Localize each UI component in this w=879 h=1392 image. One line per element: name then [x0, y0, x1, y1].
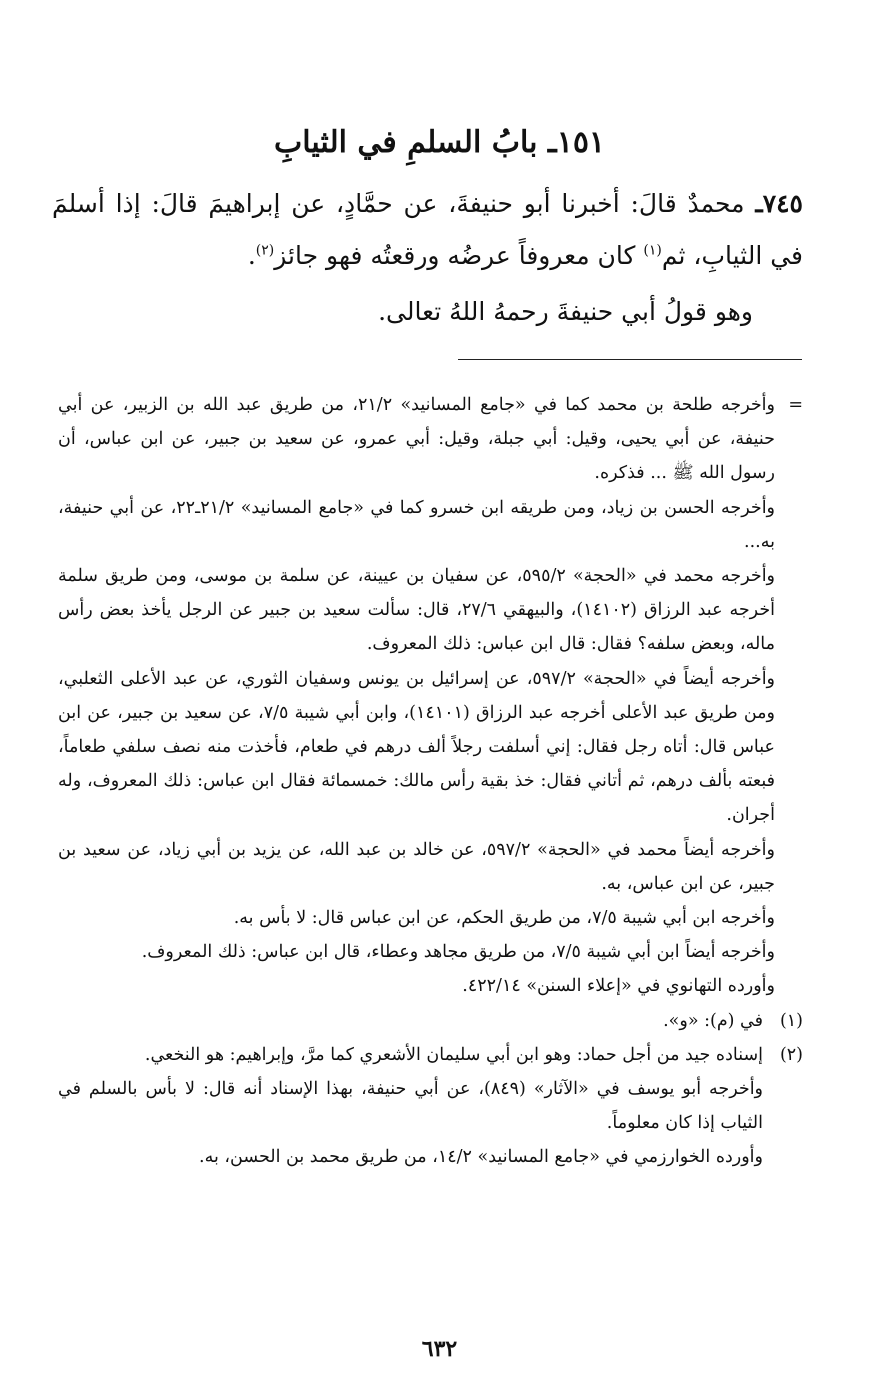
page-number: ٦٣٢: [421, 1336, 458, 1362]
chapter-heading: ١٥١ـ بابُ السلمِ في الثيابِ: [273, 125, 606, 160]
footnote-paragraph: وأخرجه طلحة بن محمد كما في «جامع المسانيد» ٢١/٢، من طريق عبد الله بن الزبير، عن أبي حنيفة، عن أبي يحيى، وقيل: أبي جبلة، وقيل: أبي عمرو، عن سعيد بن جبير، عن ابن عباس، أن رسول الله ﷺ ... فذكره.: [58, 395, 775, 484]
closing-remark: وهو قولُ أبي حنيفةَ رحمهُ اللهُ تعالى.: [378, 297, 753, 326]
footnote-paragraph: وأخرجه أيضاً محمد في «الحجة» ٥٩٧/٢، عن خالد بن عبد الله، عن يزيد بن أبي زياد، عن سعيد بن جبير، عن ابن عباس، به.: [58, 839, 775, 894]
footnote-number: (٢): [779, 1044, 803, 1065]
footnote-paragraph: وأخرجه أبو يوسف في «الآثار» (٨٤٩)، عن أبي حنيفة، بهذا الإسناد أنه قال: لا بأس بالسلم في الثياب إذا كان معلوماً.: [58, 1079, 764, 1134]
main-text: [52, 178, 803, 338]
footnote-ref-1[interactable]: (١): [643, 242, 662, 259]
footnote-paragraph: وأورده التهانوي في «إعلاء السنن» ٤٢٢/١٤.: [462, 976, 775, 997]
footnote-text: في (م): «و».: [663, 1010, 763, 1031]
footnote-paragraph: وأخرجه ابن أبي شيبة ٧/٥، من طريق الحكم، عن ابن عباس قال: لا بأس به.: [233, 908, 775, 929]
footnotes: [58, 388, 803, 1175]
footnote-paragraph: وأخرجه أيضاً ابن أبي شيبة ٧/٥، من طريق مجاهد وعطاء، قال ابن عباس: ذلك المعروف.: [141, 942, 775, 963]
hadith-paragraph: [52, 178, 803, 282]
footnote-continuation: [58, 388, 803, 491]
continuation-mark: =: [788, 395, 803, 415]
footnote-paragraph: وأخرجه محمد في «الحجة» ٥٩٥/٢، عن سفيان بن عيينة، عن سلمة بن موسى، ومن طريق سلمة أخرجه عبد الرزاق (١٤١٠٢)، والبيهقي ٢٧/٦، قال: سألت سعيد بن جبير عن الرجل يأخذ بعض رأس ماله، وبعض سلفه؟ فقال: قال ابن عباس: ذلك المعروف.: [58, 566, 776, 655]
footnote-paragraph: وأخرجه الحسن بن زياد، ومن طريقه ابن خسرو كما في «جامع المسانيد» ٢١/٢ـ٢٢، عن أبي حنيفة، به...: [58, 497, 776, 552]
footnote-2: [58, 1038, 803, 1072]
footnote-separator: [458, 359, 802, 360]
hadith-text-2: كان معروفاً عرضُه ورقعتُه فهو جائز: [274, 241, 644, 270]
footnote-ref-2[interactable]: (٢): [255, 242, 275, 259]
hadith-number: ٧٤٥ـ: [755, 189, 803, 218]
footnote-paragraph: وأخرجه أيضاً في «الحجة» ٥٩٧/٢، عن إسرائيل بن يونس وسفيان الثوري، عن عبد الأعلى الثعلبي، ومن طريق عبد الأعلى أخرجه عبد الرزاق (١٤١٠١)، وابن أبي شيبة ٧/٥، عن سعيد بن جبير، عن ابن عباس قال: أتاه رجل فقال: إني أسلفت رجلاً ألف درهم في طعام، فأخذت منه نصف سلفي طعاماً، فبعته بألف درهم، ثم أتاني فقال: خذ بقية رأس مالك: خمسمائة فقال ابن عباس: ذلك المعروف، وله أجران.: [58, 668, 776, 826]
hadith-text-3: .: [247, 241, 256, 270]
footnote-number: (١): [779, 1010, 803, 1031]
footnote-paragraph: وأورده الخوارزمي في «جامع المسانيد» ١٤/٢، من طريق محمد بن الحسن، به.: [199, 1147, 763, 1168]
hadith-text-1: محمدٌ قالَ: أخبرنا أبو حنيفةَ، عن حمَّادٍ، عن إبراهيمَ قالَ: إذا أسلمَ في الثيابِ، ثم: [52, 189, 803, 270]
footnote-1: [58, 1004, 803, 1038]
footnote-text: إسناده جيد من أجل حماد: وهو ابن أبي سليمان الأشعري كما مرَّ، وإبراهيم: هو النخعي.: [144, 1044, 763, 1065]
